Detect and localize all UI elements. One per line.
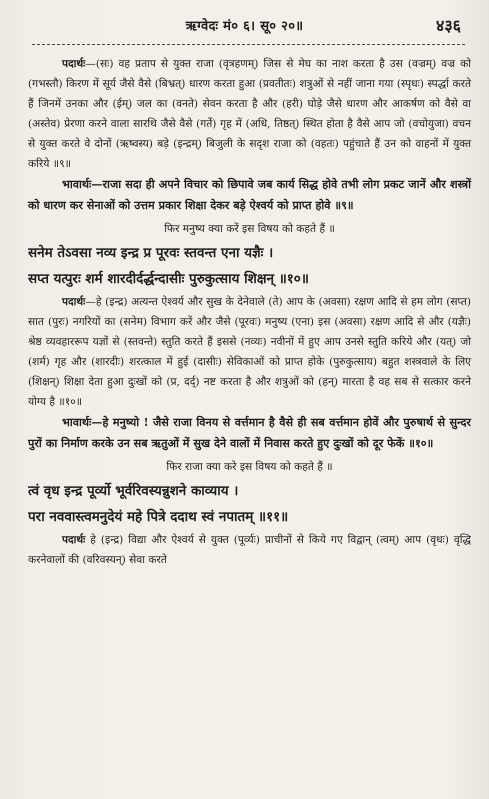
padartha-text: —हे (इन्द्र) अत्यन्त ऐश्वर्य और सुख के देनेवाले (ते) आप के (अवसा) रक्षण आदि से हम लोग (सप्त) सात (पुरः) नगरियों का (सनेम) विभाग करें और जैसे (पूरवः) मनुष्य (एना) इस (अवसा) रक्षण आदि से और (यज्ञैः) श्रेष्ठ व्यवहाररूप यज्ञों से (स्तवन्ते) स्तुति करते हैं इससे (नव्यः) नवीनों में हुए आप उनसे स्तुति करिये और (यत्) जो (शर्म) गृह और (शारदीः) शरत्काल में हुई (दासीः) सेविकाओं को प्राप्त होके (पुरुकुत्साय) बहुत शस्त्रवाले के लिए (शिक्षन्) शिक्षा देता हुआ दुःखों को (प्र, दर्द्) नष्ट करता है और शत्रुओं को (हन्) मारता है वह सब से सत्कार करने योग्य है ॥१०॥: [28, 296, 471, 408]
header-divider: [32, 44, 465, 45]
padartha-text: —(सः) वह प्रताप से युक्त राजा (वृत्रहणम्) जिस से मेघ का नाश करता है उस (वज्रम्) वज्र को (गभस्तौ) किरण में सूर्य जैसे वैसे (बिभ्रत्) धारण करता हुआ (प्रवतीतः) शत्रुओं से नहीं जाना गया (स्पृधः) स्पर्द्धा करते हैं जिनमें उनका और (ईम्) जल का (वनते) सेवन करता है और (हरी) घोड़े जैसे धारण और आकर्षण को वैसे वा (अस्तेव) प्रेरणा करने वाला सारथि जैसे वैसे (गर्ते) गृह में (अधि, तिष्ठत्) स्थित होता है वैसे आप जो (वचोयुजा) वचन से युक्त करते वे दोनों (ऋष्वस्य) बड़े (इन्द्रम्) बिजुली के सदृश राजा को (वहतः) पहुंचाते हैं उन को वाहनों में युक्त करिये ॥९॥: [28, 58, 471, 170]
bhavartha-paragraph: [28, 174, 471, 216]
bhavartha-text: —हे मनुष्यो ! जैसे राजा विनय से वर्त्तमान है वैसे ही सब वर्त्तमान होवें और पुरुषार्थ से सुन्दर पुरों का निर्माण करके उन सब ऋतुओं में सुख देने वालों में निवास करते हुए दुःखों को दूर फेकें ॥१०॥: [28, 415, 471, 450]
padartha-label: पदार्थः: [62, 296, 86, 308]
verse-line: परा नववास्त्वमनुदेयं महे पित्रे ददाथ स्वं नपातम् ॥११॥: [28, 509, 289, 525]
bhavartha-paragraph: [28, 412, 471, 454]
padartha-paragraph: [28, 54, 471, 174]
verse-line: सनेम तेऽवसा नव्य इन्द्र प्र पूरवः स्तवन्त एना यज्ञैः ।: [28, 245, 274, 261]
padartha-paragraph: [28, 292, 471, 412]
bhavartha-label: भावार्थः: [62, 177, 92, 191]
section-intro: फिर मनुष्य क्या करें इस विषय को कहते हैं ॥: [164, 223, 335, 235]
verse-line: सप्त यत्पुरः शर्म शारदीर्दर्द्धन्दासीः पुरुकुत्साय शिक्षन् ॥१०॥: [28, 271, 309, 287]
padartha-label: पदार्थः: [62, 534, 86, 546]
verse-line: त्वं वृध इन्द्र पूर्व्यो भूर्वरिवस्यन्नुशने काव्याय ।: [28, 483, 239, 499]
page-number: ४३६: [436, 16, 461, 35]
padartha-label: पदार्थः: [62, 58, 86, 70]
page-body: [28, 54, 471, 570]
bhavartha-label: भावार्थः: [62, 415, 92, 429]
padartha-text: हे (इन्द्र) विद्या और ऐश्वर्य से युक्त (पूर्व्यः) प्राचीनों से किये गए विद्वान् (त्वम्) आप (वृधः) वृद्धि करनेवालों की (वरिवस्यन्) सेवा करते: [28, 534, 471, 566]
bhavartha-text: —राजा सदा ही अपने विचार को छिपावे जब कार्य सिद्ध होवे तभी लोग प्रकट जानें और शस्त्रों को धारण कर सेनाओं को उत्तम प्रकार शिक्षा देकर बड़े ऐश्वर्य को प्राप्त होवे ॥९॥: [28, 177, 471, 212]
running-header: [0, 16, 489, 36]
running-title: ऋग्वेदः मं० ६। सू० २०॥: [185, 19, 304, 34]
section-intro: फिर राजा क्या करे इस विषय को कहते हैं ॥: [166, 461, 333, 473]
padartha-paragraph: [28, 530, 471, 570]
